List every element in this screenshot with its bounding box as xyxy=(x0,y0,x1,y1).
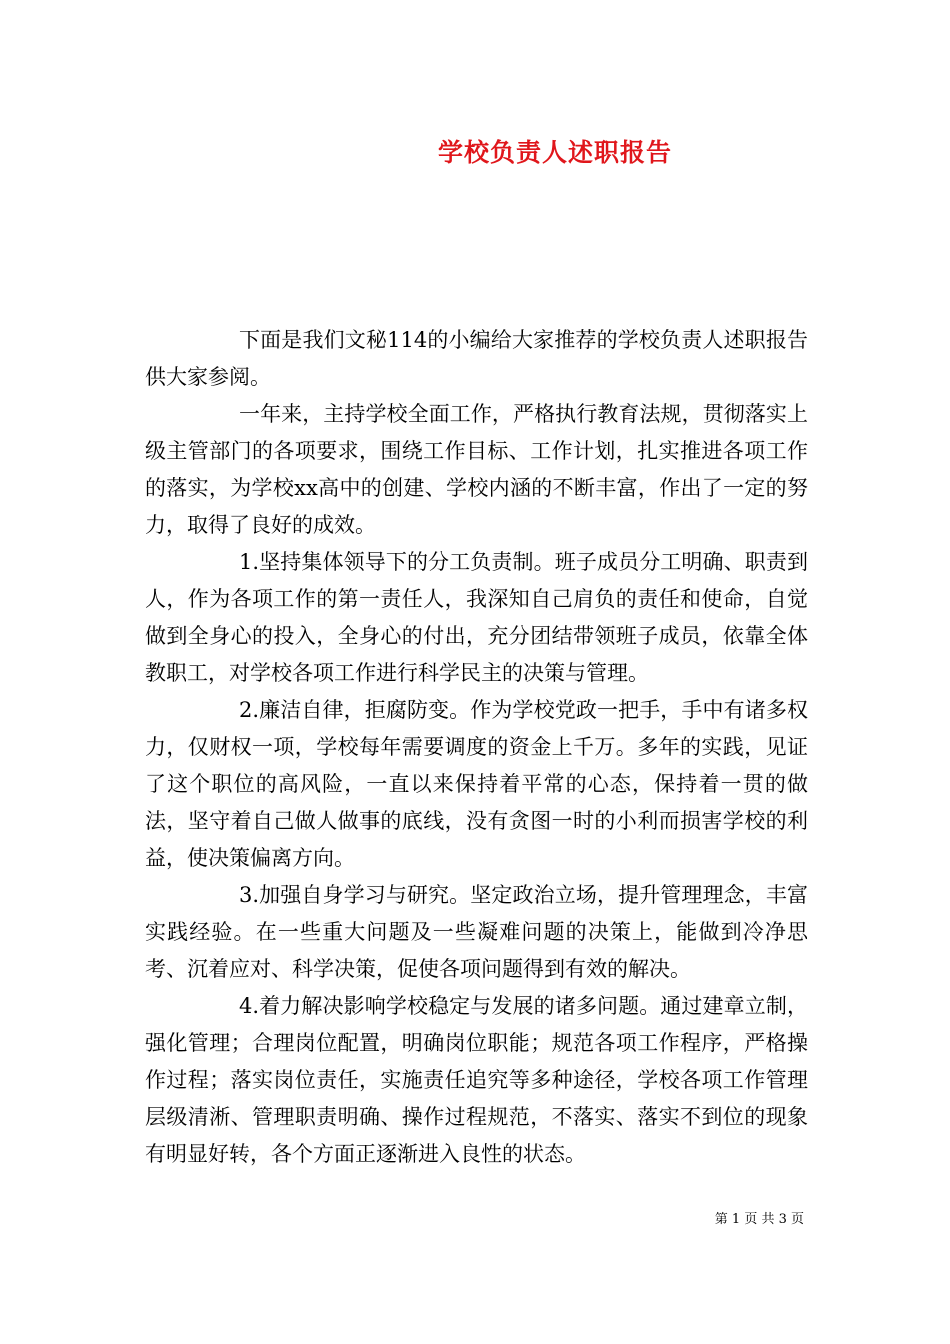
paragraph-point-4: 4.着力解决影响学校稳定与发展的诸多问题。通过建章立制，强化管理；合理岗位配置，明确岗位职能；规范各项工作程序，严格操作过程；落实岗位责任，实施责任追究等多种途径，学校各项工作管理层级清淅、管理职责明确、操作过程规范，不落实、落实不到位的现象有明显好转，各个方面正逐渐进入良性的状态。 xyxy=(145,994,808,1166)
document-title: 学校负责人述职报告 xyxy=(437,138,672,167)
paragraph-point-2: 2.廉洁自律，拒腐防变。作为学校党政一把手，手中有诸多权力，仅财权一项，学校每年需要调度的资金上千万。多年的实践，见证了这个职位的高风险，一直以来保持着平常的心态，保持着一贯的做法，坚守着自己做人做事的底线，没有贪图一时的小利而损害学校的利益，使决策偏离方向。 xyxy=(145,698,808,870)
page-number-footer: 第 1 页 共 3 页 xyxy=(714,1212,804,1227)
document-body xyxy=(145,322,808,1173)
paragraph-point-3: 3.加强自身学习与研究。坚定政治立场，提升管理理念，丰富实践经验。在一些重大问题及一些凝难问题的决策上，能做到冷净思考、沉着应对、科学决策，促使各项问题得到有效的解决。 xyxy=(145,883,808,981)
paragraph-intro: 下面是我们文秘114的小编给大家推荐的学校负责人述职报告供大家参阅。 xyxy=(145,328,808,389)
paragraph-point-1: 1.坚持集体领导下的分工负责制。班子成员分工明确、职责到人，作为各项工作的第一责任人，我深知自己肩负的责任和使命，自觉做到全身心的投入，全身心的付出，充分团结带领班子成员，依靠全体教职工，对学校各项工作进行科学民主的决策与管理。 xyxy=(145,550,808,685)
paragraph-summary: 一年来，主持学校全面工作，严格执行教育法规，贯彻落实上级主管部门的各项要求，围绕工作目标、工作计划，扎实推进各项工作的落实，为学校xx高中的创建、学校内涵的不断丰富，作出了一定的努力，取得了良好的成效。 xyxy=(145,402,808,537)
